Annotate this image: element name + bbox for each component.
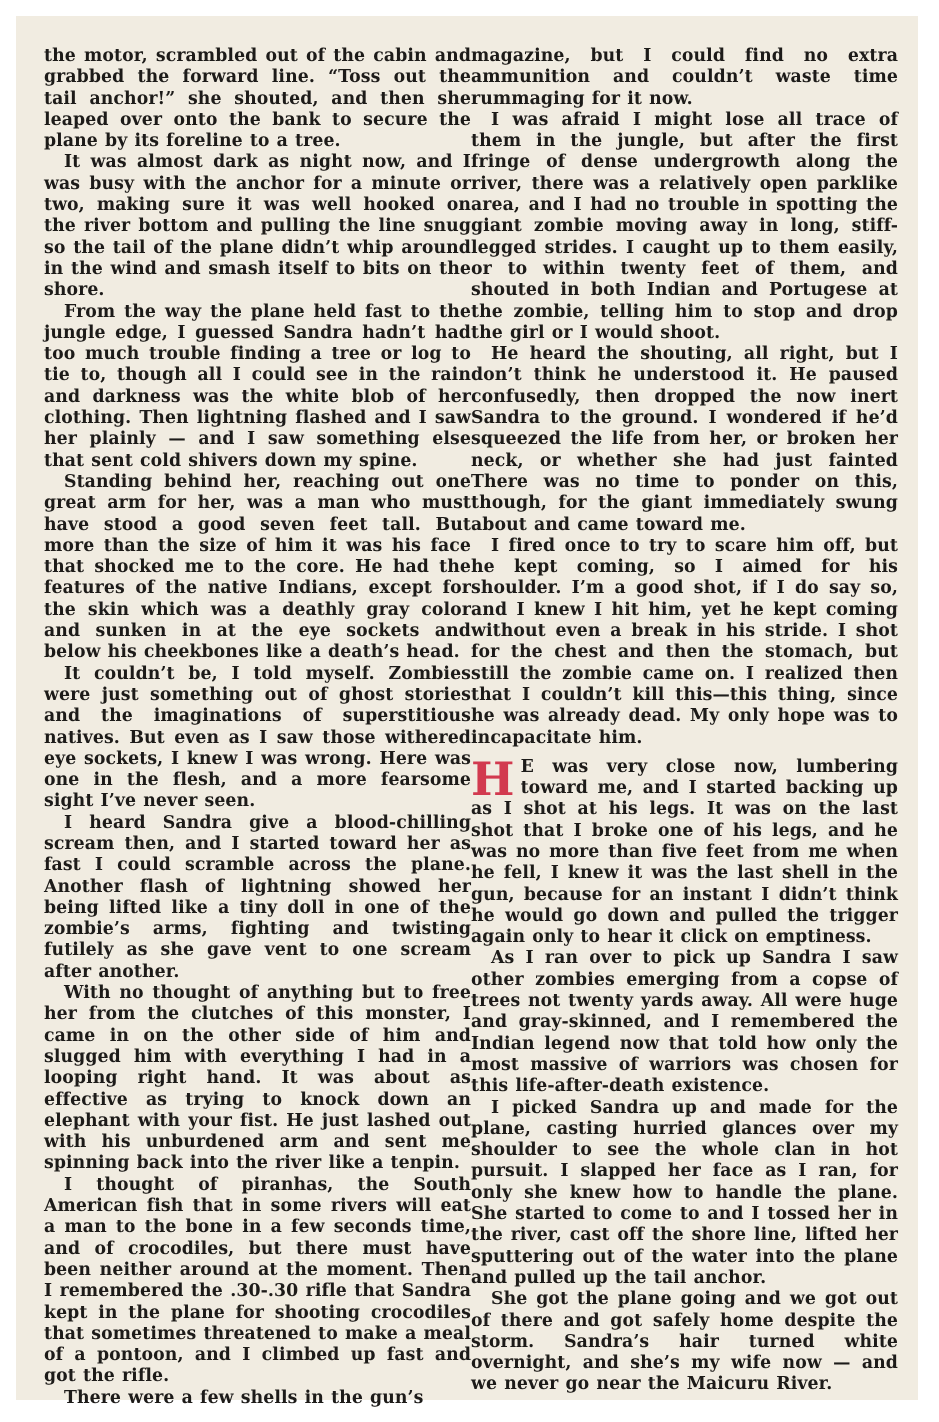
left-column (44, 46, 471, 1408)
section-break-paragraph (471, 751, 898, 949)
paragraph: I heard Sandra give a blood-chilling scream then, and I started toward her as fast I could scramble across the plane. Another flash of lightning showed her being lifted like a tiny doll in one of the zombie’s arms, fighting and twisting futilely as she gave vent to one scream after another. (44, 812, 471, 982)
paragraph: With no thought of anything but to free her from the clutches of this monster, I came in on the other side of him and slugged him with everything I had in a looping right hand. It was about as effective as trying to knock down an elephant with your fist. He just lashed out with his unburdened arm and sent me spinning back into the river like a tenpin. (44, 983, 471, 1174)
paragraph: I was afraid I might lose all trace of them in the jungle, but after the first fringe of dense undergrowth along the river, there was a relatively open parklike area, and I had no trouble in spotting the giant zombie moving away in long, stiff-legged strides. I caught up to them easily, or to within twenty feet of them, and shouted in both Indian and Portugese at the zombie, telling him to stop and drop the girl or I would shoot. (471, 109, 898, 343)
paragraph: I picked Sandra up and made for the plane, casting hurried glances over my shoulder to see the whole clan in hot pursuit. I slapped her face as I ran, for only she knew how to handle the plane. She started to come to and I tossed her in the river, cast off the shore line, lifted her sputtering out of the water into the plane and pulled up the tail anchor. (471, 1097, 898, 1288)
paragraph: I thought of piranhas, the South American fish that in some rivers will eat a man to the bone in a few seconds time, and of crocodiles, but there must have been neither around at the moment. Then I remembered the .30-.30 rifle that Sandra kept in the plane for shooting crocodiles that sometimes threatened to make a meal of a pontoon, and I climbed up fast and got the rifle. (44, 1174, 471, 1387)
paragraph: As I ran over to pick up Sandra I saw other zombies emerging from a copse of trees not twenty yards away. All were huge and gray-skinned, and I remembered the Indian legend now that told how only the most massive of warriors was chosen for this life-after-death existence. (471, 948, 898, 1097)
paragraph: There were a few shells in the gun’s (64, 1387, 424, 1408)
paragraph: It was almost dark as night now, and I was busy with the anchor for a minute or two, making sure it was well hooked on the river bottom and pulling the line snug so the tail of the plane didn’t whip around in the wind and smash itself to bits on the shore. (44, 152, 471, 301)
paragraph: the motor, scrambled out of the cabin and grabbed the forward line. “Toss out the tail anchor!” she shouted, and then she leaped over onto the bank to secure the plane by its foreline to a tree. (44, 46, 471, 152)
drop-cap: H (471, 751, 515, 806)
paragraph: Standing behind her, reaching out one great arm for her, was a man who must have stood a good seven feet tall. But more than the size of him it was his face that shocked me to the core. He had the features of the native Indians, except for the skin which was a deathly gray color and sunken in at the eye sockets and below his cheekbones like a death’s head. (44, 471, 471, 663)
paragraph: magazine, but I could find no extra ammunition and couldn’t waste time rummaging for it now. (471, 46, 898, 109)
paragraph: From the way the plane held fast to the jungle edge, I guessed Sandra hadn’t had too much trouble finding a tree or log to tie to, though all I could see in the rain and darkness was the white blob of her clothing. Then lightning flashed and I saw her plainly — and I saw something else that sent cold shivers down my spine. (44, 301, 471, 471)
paragraph: It couldn’t be, I told myself. Zombies were just something out of ghost stories and the imaginations of superstitious natives. But even as I saw those withered eye sockets, I knew I was wrong. Here was one in the flesh, and a more fearsome sight I’ve never seen. (44, 663, 471, 812)
right-column (471, 46, 898, 1395)
magazine-page (16, 16, 918, 1408)
paragraph: I fired once to try to scare him off, but he kept coming, so I aimed for his shoulder. I’m a good shot, if I do say so, and I knew I hit him, yet he kept coming without even a break in his stride. I shot for the chest and then the stomach, but still the zombie came on. I realized then that I couldn’t kill this—this thing, since he was already dead. My only hope was to incapacitate him. (471, 535, 898, 748)
paragraph: She got the plane going and we got out of there and got safely home despite the storm. Sandra’s hair turned white overnight, and she’s my wife now — and we never go near the Maicuru River. (471, 1289, 898, 1395)
paragraph: He heard the shouting, all right, but I don’t think he understood it. He paused confusedly, then dropped the now inert Sandra to the ground. I wondered if he’d squeezed the life from her, or broken her neck, or whether she had just fainted There was no time to ponder on this, though, for the giant immediately swung about and came toward me. (471, 344, 898, 535)
paragraph-text: E was very close now, lumbering toward me, and I started backing up as I shot at his legs. It was on the last shot that I broke one of his legs, and he was no more than five feet from me when he fell, I knew it was the last shell in the gun, because for an instant I didn’t think he would go down and pulled the trigger again only to hear it click on emptiness. (471, 756, 898, 948)
